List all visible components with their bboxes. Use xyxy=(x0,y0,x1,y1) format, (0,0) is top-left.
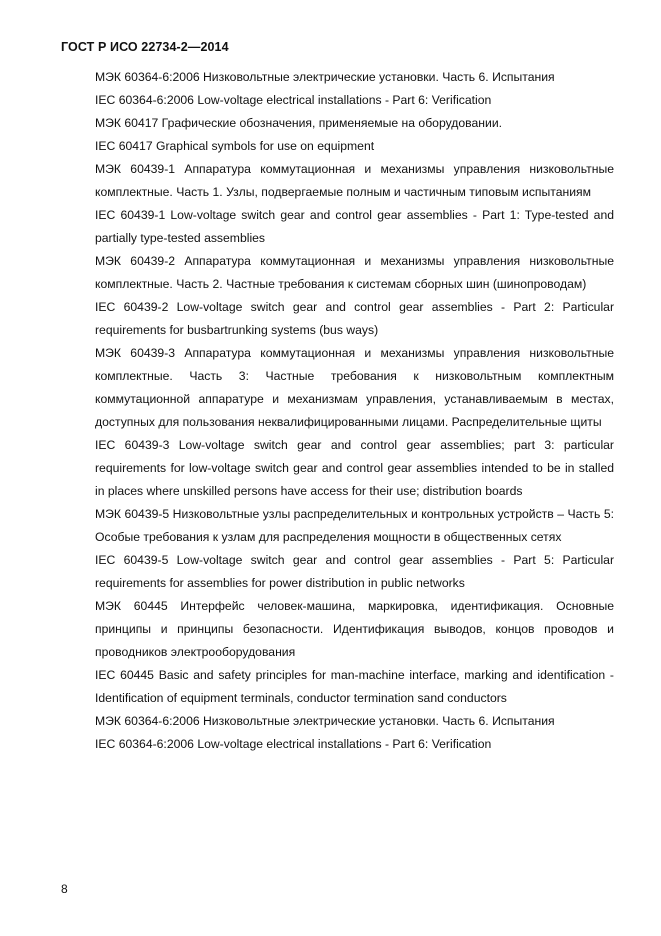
reference-entry: IEC 60439-1 Low-voltage switch gear and control gear assemblies - Part 1: Type-tested and partially type-tested assemblies xyxy=(95,208,614,245)
reference-entry: МЭК 60417 Графические обозначения, применяемые на оборудовании. xyxy=(95,116,503,130)
document-header: ГОСТ Р ИСО 22734-2—2014 xyxy=(61,40,229,54)
reference-entry: МЭК 60439-5 Низковольтные узлы распределительных и контрольных устройств – Часть 5: Особые требования к узлам для распределения мощности в общественных сетях xyxy=(95,507,614,544)
reference-entry: IEC 60364-6:2006 Low-voltage electrical installations - Part 6: Verification xyxy=(95,737,492,751)
reference-entry: IEC 60439-5 Low-voltage switch gear and control gear assemblies - Part 5: Particular requirements for assemblies for power distribution in public networks xyxy=(95,553,614,590)
reference-entry: МЭК 60364-6:2006 Низковольтные электрические установки. Часть 6. Испытания xyxy=(95,714,555,728)
reference-entry: IEC 60364-6:2006 Low-voltage electrical installations - Part 6: Verification xyxy=(95,93,492,107)
reference-entry: IEC 60439-3 Low-voltage switch gear and control gear assemblies; part 3: particular requirements for low-voltage switch gear and control gear assemblies intended to be in stalled in places where unskilled persons have access for their use; distribution boards xyxy=(95,438,614,498)
reference-entry: МЭК 60439-1 Аппаратура коммутационная и механизмы управления низковольтные комплектные. Часть 1. Узлы, подвергаемые полным и частичным типовым испытаниям xyxy=(95,162,614,199)
reference-entry: МЭК 60364-6:2006 Низковольтные электрические установки. Часть 6. Испытания xyxy=(95,70,555,84)
reference-list xyxy=(95,66,614,756)
reference-entry: МЭК 60439-2 Аппаратура коммутационная и механизмы управления низковольтные комплектные. Часть 2. Частные требования к системам сборных шин (шинопроводам) xyxy=(95,254,614,291)
reference-entry: IEC 60439-2 Low-voltage switch gear and control gear assemblies - Part 2: Particular requirements for busbartrunking systems (bus ways) xyxy=(95,300,614,337)
reference-entry: IEC 60417 Graphical symbols for use on equipment xyxy=(95,139,375,153)
reference-entry: IEC 60445 Basic and safety principles for man-machine interface, marking and identification - Identification of equipment terminals, conductor termination sand conductors xyxy=(95,668,614,705)
reference-entry: МЭК 60439-3 Аппаратура коммутационная и механизмы управления низковольтные комплектные. Часть 3: Частные требования к низковольтным комплектным коммутационной аппаратуре и механизмам управления, устанавливаемым в местах, доступных для пользования неквалифицированными лицами. Распределительные щиты xyxy=(95,346,614,429)
reference-entry: МЭК 60445 Интерфейс человек-машина, маркировка, идентификация. Основные принципы и принципы безопасности. Идентификация выводов, концов проводов и проводников электрооборудования xyxy=(95,599,614,659)
page-number: 8 xyxy=(61,882,68,896)
